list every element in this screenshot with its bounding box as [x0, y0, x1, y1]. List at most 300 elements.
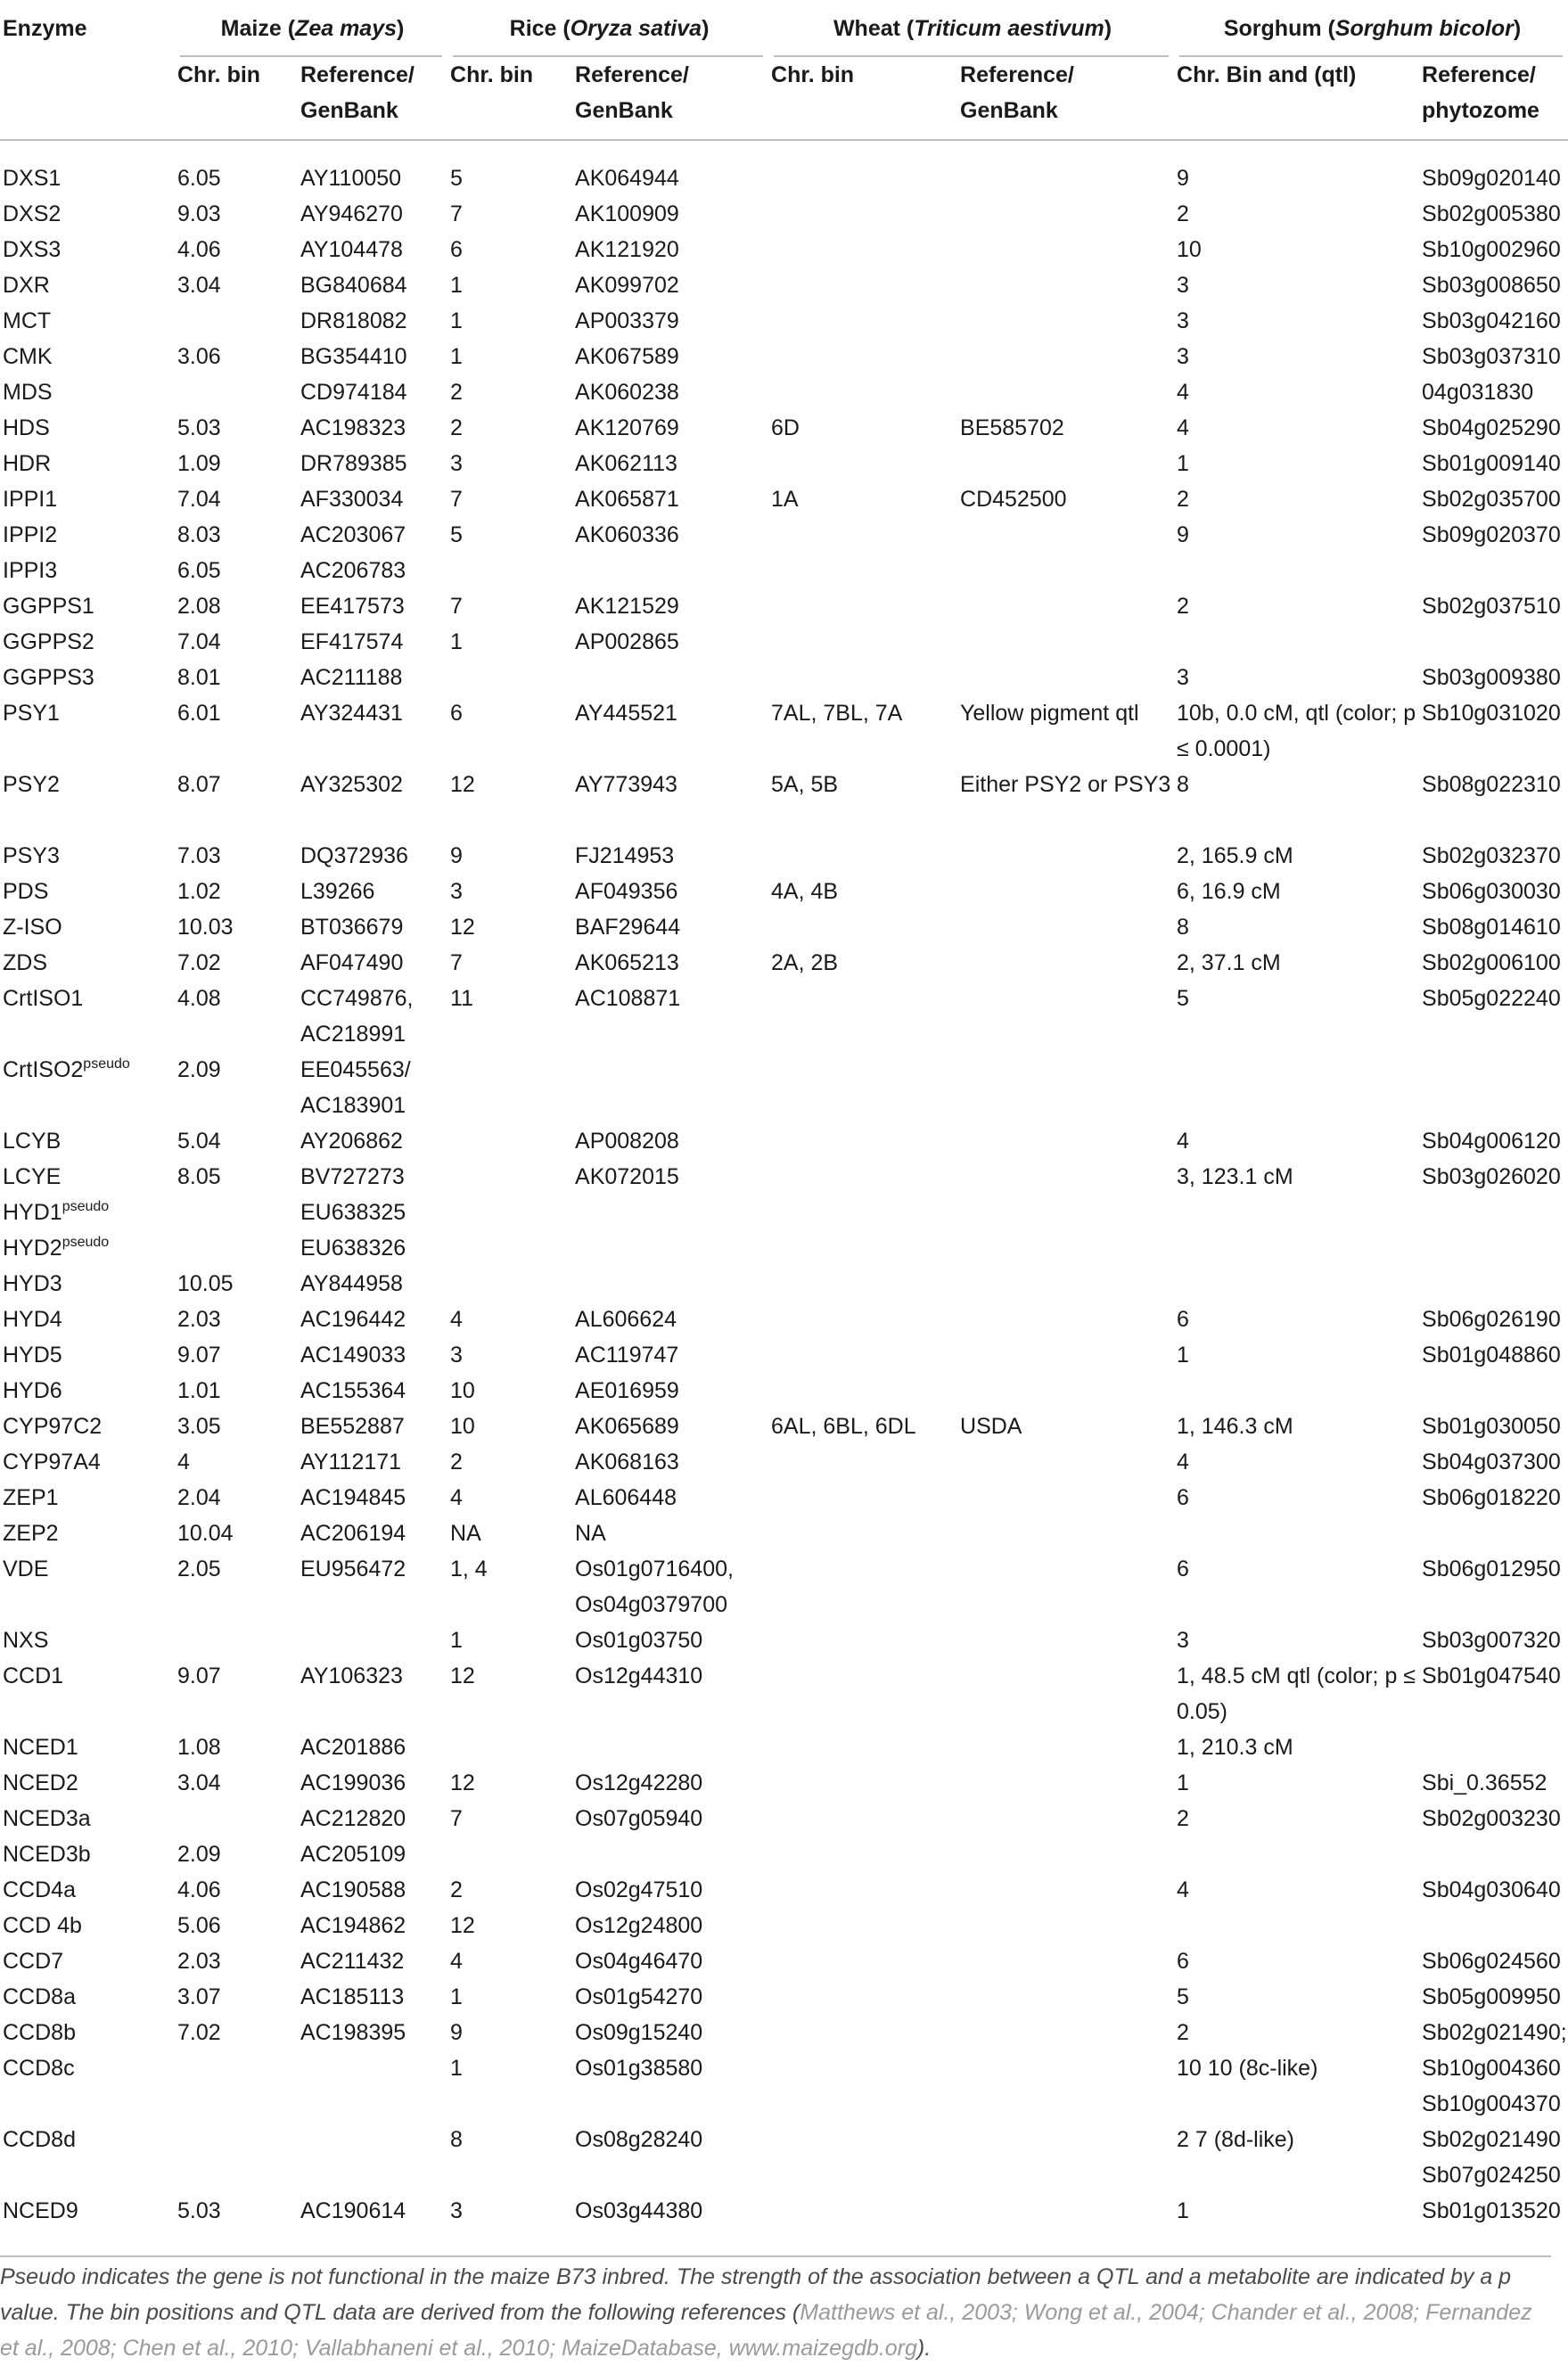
sorghum-ref-cell-text: Sb10g031020	[1422, 701, 1561, 726]
sorghum-chr-cell	[1174, 160, 1419, 196]
maize-chr-cell	[175, 553, 298, 588]
sorghum-ref-cell	[1419, 232, 1568, 267]
table-row	[0, 981, 1568, 1052]
rice-ref-cell-text: AY445521	[575, 701, 677, 726]
table-row	[0, 2122, 1568, 2193]
rice-ref-cell	[572, 267, 768, 303]
wheat-chr-cell	[768, 1373, 957, 1409]
rice-chr-cell-text: 3	[450, 879, 463, 904]
wheat-ref-cell	[957, 981, 1174, 1052]
table-row	[0, 1908, 1568, 1943]
maize-chr-cell	[175, 1337, 298, 1373]
rice-ref-cell-text: Os12g24800	[575, 1913, 703, 1938]
sorghum-chr-cell-text: 1	[1177, 1343, 1189, 1368]
rice-ref-cell-text: AP008208	[575, 1129, 679, 1154]
rice-ref-cell-text: AK068163	[575, 1450, 679, 1475]
wheat-ref-cell	[957, 1373, 1174, 1409]
table-row	[0, 1623, 1568, 1658]
sorghum-chr-header: Chr. Bin and (qtl)	[1177, 62, 1357, 87]
enzyme-cell-text: PSY3	[3, 843, 60, 868]
sorghum-ref-cell	[1419, 945, 1568, 981]
maize-chr-cell	[175, 660, 298, 695]
sorghum-ref-cell	[1419, 160, 1568, 196]
table-row	[0, 1123, 1568, 1159]
sorghum-ref-cell	[1419, 553, 1568, 588]
rice-ref-cell	[572, 1302, 768, 1337]
sorghum-chr-cell	[1174, 1444, 1419, 1480]
rice-chr-cell-text: 12	[450, 1913, 475, 1938]
wheat-chr-cell	[768, 1658, 957, 1729]
sorghum-chr-cell	[1174, 1516, 1419, 1551]
rice-chr-cell-text: 3	[450, 1343, 463, 1368]
rice-chr-cell	[447, 588, 572, 624]
enzyme-cell-text: IPPI2	[3, 522, 58, 547]
maize-chr-cell-text: 10.04	[177, 1521, 234, 1546]
wheat-ref-cell	[957, 1836, 1174, 1872]
rice-chr-cell	[447, 695, 572, 767]
sorghum-chr-cell	[1174, 1623, 1419, 1658]
rice-ref-cell	[572, 1052, 768, 1123]
rice-ref-cell-text: AK120769	[575, 415, 679, 440]
maize-ref-cell-text: EF417574	[300, 629, 404, 654]
enzyme-cell-text: DXS3	[3, 237, 62, 262]
sorghum-ref-cell-text: Sb03g026020	[1422, 1164, 1561, 1189]
sorghum-ref-cell	[1419, 838, 1568, 874]
maize-ref-cell-text: AC211432	[300, 1949, 405, 1974]
sorghum-chr-cell-text: 6	[1177, 1307, 1189, 1332]
wheat-ref-cell	[957, 1943, 1174, 1979]
enzyme-cell-text: VDE	[3, 1557, 49, 1581]
maize-ref-cell	[298, 1551, 447, 1623]
maize-ref-cell-text: CD974184	[300, 380, 407, 405]
wheat-chr-cell-text: 4A, 4B	[771, 879, 839, 904]
wheat-chr-cell	[768, 1444, 957, 1480]
rice-ref-cell	[572, 588, 768, 624]
enzyme-cell-text: PDS	[3, 879, 49, 904]
enzyme-cell	[0, 1123, 175, 1159]
sorghum-ref-cell-text: Sb03g042160	[1422, 308, 1561, 333]
table-row	[0, 339, 1568, 374]
rice-chr-cell	[447, 1230, 572, 1266]
rice-chr-cell-text: 3	[450, 2198, 463, 2223]
maize-ref-cell	[298, 1123, 447, 1159]
sorghum-ref-cell-text: Sb04g037300	[1422, 1450, 1561, 1475]
sorghum-chr-cell-text: 10b, 0.0 cM, qtl (color; p ≤ 0.0001)	[1177, 701, 1416, 761]
sorghum-ref-cell	[1419, 1409, 1568, 1444]
maize-chr-cell	[175, 1230, 298, 1266]
maize-ref-cell	[298, 2122, 447, 2193]
maize-ref-cell-text: AC206194	[300, 1521, 406, 1546]
enzyme-cell	[0, 1230, 175, 1266]
wheat-chr-cell	[768, 1337, 957, 1373]
rice-ref-cell-text: Os03g44380	[575, 2198, 703, 2223]
rice-chr-cell-text: 5	[450, 522, 463, 547]
sorghum-ref-cell	[1419, 1123, 1568, 1159]
rice-chr-cell-text: 7	[450, 1806, 463, 1831]
rice-chr-cell-text: 10	[450, 1378, 475, 1403]
maize-chr-cell-text: 5.04	[177, 1129, 221, 1154]
rice-chr-cell-text: 1	[450, 344, 463, 369]
maize-chr-cell	[175, 588, 298, 624]
table-row	[0, 517, 1568, 553]
enzyme-header: Enzyme	[3, 16, 87, 41]
maize-ref-cell-text: AY206862	[300, 1129, 403, 1154]
maize-ref-cell	[298, 624, 447, 660]
rice-chr-cell	[447, 1373, 572, 1409]
sorghum-ref-cell-text: Sb08g022310	[1422, 772, 1561, 797]
wheat-ref-cell	[957, 1409, 1174, 1444]
wheat-chr-cell	[768, 1872, 957, 1908]
rice-ref-cell	[572, 1480, 768, 1516]
sorghum-ref-cell-text: Sb09g020140	[1422, 166, 1561, 191]
rice-chr-cell	[447, 1195, 572, 1230]
sorghum-ref-cell-text: Sb04g030640	[1422, 1877, 1561, 1902]
maize-chr-cell-text: 1.01	[177, 1378, 221, 1403]
rice-ref-cell-text: Os01g54270	[575, 1984, 703, 2009]
table-row	[0, 1052, 1568, 1123]
rice-chr-cell-text: 1	[450, 2056, 463, 2081]
wheat-ref-cell	[957, 2122, 1174, 2193]
enzyme-cell-text: CCD 4b	[3, 1913, 82, 1938]
sorghum-chr-cell	[1174, 374, 1419, 410]
rice-chr-cell	[447, 981, 572, 1052]
sorghum-ref-cell-text: Sb02g003230	[1422, 1806, 1561, 1831]
rice-ref-cell	[572, 1908, 768, 1943]
maize-chr-cell	[175, 1729, 298, 1765]
rice-chr-cell-text: 7	[450, 594, 463, 619]
enzyme-cell-text: GGPPS3	[3, 665, 94, 690]
table-row	[0, 1801, 1568, 1836]
maize-chr-cell-text: 7.02	[177, 950, 221, 975]
sorghum-ref-cell	[1419, 1765, 1568, 1801]
maize-ref-cell	[298, 303, 447, 339]
sorghum-chr-cell-text: 6	[1177, 1557, 1189, 1581]
wheat-ref-cell	[957, 1908, 1174, 1943]
wheat-ref-cell	[957, 1658, 1174, 1729]
rice-chr-cell	[447, 1516, 572, 1551]
enzyme-cell	[0, 1409, 175, 1444]
rice-ref-cell	[572, 981, 768, 1052]
table-row	[0, 303, 1568, 339]
sorghum-chr-cell	[1174, 1551, 1419, 1623]
maize-chr-cell	[175, 1872, 298, 1908]
table-row	[0, 767, 1568, 838]
rice-chr-cell-text: 2	[450, 380, 463, 405]
maize-chr-cell-text: 1.08	[177, 1735, 221, 1760]
enzyme-cell	[0, 481, 175, 517]
maize-chr-cell-text: 10.03	[177, 915, 234, 940]
wheat-chr-cell	[768, 1623, 957, 1658]
enzyme-cell-text: Z-ISO	[3, 915, 62, 940]
maize-ref-cell-text: AY104478	[300, 237, 403, 262]
maize-ref-cell	[298, 1337, 447, 1373]
sorghum-ref-cell	[1419, 1337, 1568, 1373]
maize-ref-cell	[298, 232, 447, 267]
table-row	[0, 1302, 1568, 1337]
sorghum-ref-cell-text: Sb03g007320	[1422, 1628, 1561, 1653]
sorghum-chr-cell	[1174, 1801, 1419, 1836]
enzyme-cell-text: CYP97C2	[3, 1414, 103, 1439]
rice-chr-cell-text: 7	[450, 950, 463, 975]
rice-ref-cell	[572, 2050, 768, 2122]
maize-chr-cell-text: 9.07	[177, 1343, 221, 1368]
rice-chr-cell-text: 9	[450, 843, 463, 868]
table-row	[0, 232, 1568, 267]
enzyme-cell	[0, 909, 175, 945]
maize-ref-cell	[298, 1159, 447, 1195]
sorghum-chr-cell-text: 1	[1177, 1770, 1189, 1795]
sorghum-ref-cell	[1419, 1551, 1568, 1623]
enzyme-cell-text: CCD1	[3, 1664, 64, 1688]
wheat-chr-cell	[768, 624, 957, 660]
maize-chr-cell	[175, 2050, 298, 2122]
maize-ref-cell	[298, 1872, 447, 1908]
rice-ref-cell	[572, 2015, 768, 2050]
rice-ref-cell-text: NA	[575, 1521, 606, 1546]
maize-chr-cell	[175, 1516, 298, 1551]
maize-chr-cell-text: 9.03	[177, 201, 221, 226]
rice-chr-cell	[447, 1801, 572, 1836]
rice-ref-cell	[572, 303, 768, 339]
sorghum-chr-cell-text: 2, 165.9 cM	[1177, 843, 1293, 868]
sorghum-ref-cell-text: Sb03g037310	[1422, 344, 1561, 369]
maize-chr-cell-text: 8.03	[177, 522, 221, 547]
enzyme-cell	[0, 1979, 175, 2015]
sorghum-chr-cell	[1174, 660, 1419, 695]
wheat-chr-cell	[768, 1123, 957, 1159]
rice-chr-cell	[447, 1551, 572, 1623]
maize-ref-cell-text: BG840684	[300, 273, 407, 298]
rice-chr-cell-text: 1	[450, 1984, 463, 2009]
maize-ref-cell-text: AC149033	[300, 1343, 406, 1368]
enzyme-cell	[0, 267, 175, 303]
wheat-ref-cell	[957, 1872, 1174, 1908]
wheat-ref-cell	[957, 767, 1174, 838]
sorghum-ref-cell	[1419, 1516, 1568, 1551]
wheat-chr-cell	[768, 1551, 957, 1623]
sorghum-ref-cell	[1419, 1444, 1568, 1480]
maize-ref-cell	[298, 481, 447, 517]
enzyme-cell	[0, 1516, 175, 1551]
table-row	[0, 1266, 1568, 1302]
table-row	[0, 1551, 1568, 1623]
sorghum-chr-cell	[1174, 767, 1419, 838]
rice-ref-cell-text: AK072015	[575, 1164, 679, 1189]
maize-chr-cell	[175, 374, 298, 410]
rice-ref-cell	[572, 1872, 768, 1908]
sorghum-ref-cell-text: Sb06g030030	[1422, 879, 1561, 904]
maize-chr-cell	[175, 1444, 298, 1480]
maize-ref-cell	[298, 1801, 447, 1836]
sorghum-ref-cell	[1419, 339, 1568, 374]
rice-chr-cell	[447, 1765, 572, 1801]
enzyme-cell-text: ZEP2	[3, 1521, 59, 1546]
rice-ref-cell	[572, 374, 768, 410]
enzyme-cell	[0, 945, 175, 981]
sorghum-ref-cell	[1419, 374, 1568, 410]
sorghum-ref-cell-text: Sb10g004360 Sb10g004370	[1422, 2056, 1561, 2116]
maize-ref-cell-text: AC198395	[300, 2020, 406, 2045]
enzyme-cell	[0, 1266, 175, 1302]
enzyme-cell-text: NXS	[3, 1628, 49, 1653]
enzyme-cell-text: GGPPS1	[3, 594, 94, 619]
rice-ref-cell-text: AF049356	[575, 879, 678, 904]
rice-chr-cell-text: 10	[450, 1414, 475, 1439]
maize-chr-cell-text: 5.03	[177, 415, 221, 440]
rice-chr-cell	[447, 2050, 572, 2122]
sorghum-ref-cell-text: Sb02g005380	[1422, 201, 1561, 226]
sorghum-ref-header: Reference/ phytozome	[1422, 62, 1539, 123]
maize-ref-cell	[298, 1302, 447, 1337]
rice-chr-cell	[447, 1266, 572, 1302]
rice-chr-cell	[447, 1872, 572, 1908]
enzyme-cell	[0, 660, 175, 695]
maize-ref-cell-text: AY110050	[300, 166, 402, 191]
rice-ref-cell	[572, 1551, 768, 1623]
sorghum-chr-cell	[1174, 410, 1419, 446]
maize-chr-cell-text: 2.03	[177, 1307, 221, 1332]
sorghum-chr-cell	[1174, 1159, 1419, 1195]
maize-chr-cell	[175, 1979, 298, 2015]
enzyme-cell	[0, 1302, 175, 1337]
maize-ref-cell	[298, 160, 447, 196]
sorghum-chr-cell-text: 9	[1177, 166, 1189, 191]
table-row	[0, 1444, 1568, 1480]
maize-ref-cell	[298, 1230, 447, 1266]
enzyme-cell	[0, 1765, 175, 1801]
rice-ref-header: Reference/ GenBank	[575, 62, 689, 123]
maize-ref-cell	[298, 1373, 447, 1409]
sorghum-chr-cell-text: 2	[1177, 201, 1189, 226]
sorghum-chr-cell	[1174, 624, 1419, 660]
sorghum-ref-cell-text: 04g031830	[1422, 380, 1534, 405]
table-row	[0, 1765, 1568, 1801]
enzyme-cell-text: HYD3	[3, 1271, 62, 1296]
sub-header-blank	[0, 57, 175, 140]
wheat-ref-cell-text: USDA	[960, 1414, 1022, 1439]
wheat-chr-cell	[768, 1409, 957, 1444]
rice-chr-cell-text: 9	[450, 2020, 463, 2045]
rice-chr-cell	[447, 196, 572, 232]
wheat-ref-cell-text: Either PSY2 or PSY3	[960, 772, 1171, 797]
wheat-ref-cell	[957, 2050, 1174, 2122]
enzyme-cell	[0, 1872, 175, 1908]
maize-ref-cell	[298, 874, 447, 909]
rice-ref-cell	[572, 1195, 768, 1230]
maize-ref-cell-text: AC199036	[300, 1770, 406, 1795]
maize-chr-cell	[175, 1159, 298, 1195]
maize-chr-cell-text: 7.04	[177, 629, 221, 654]
maize-ref-cell	[298, 1623, 447, 1658]
rice-chr-cell-text: 4	[450, 1485, 463, 1510]
rice-chr-cell-text: 4	[450, 1949, 463, 1974]
rice-chr-cell	[447, 303, 572, 339]
enzyme-cell-text: HDS	[3, 415, 50, 440]
sorghum-ref-cell	[1419, 588, 1568, 624]
table-body	[0, 140, 1568, 2229]
maize-ref-cell-text: DR818082	[300, 308, 407, 333]
sorghum-ref-cell-text: Sb05g009950	[1422, 1984, 1561, 2009]
sorghum-chr-cell	[1174, 1729, 1419, 1765]
enzyme-cell-text: CMK	[3, 344, 53, 369]
maize-chr-cell	[175, 909, 298, 945]
maize-chr-cell	[175, 232, 298, 267]
rice-ref-cell	[572, 1409, 768, 1444]
maize-ref-cell-text: EU638325	[300, 1200, 406, 1225]
wheat-ref-cell	[957, 1444, 1174, 1480]
enzyme-cell-text: ZDS	[3, 950, 47, 975]
rice-chr-cell	[447, 909, 572, 945]
wheat-ref-cell	[957, 1765, 1174, 1801]
enzyme-cell-text: HYD5	[3, 1343, 62, 1368]
rice-ref-cell-text: Os02g47510	[575, 1877, 703, 1902]
maize-chr-cell-text: 3.05	[177, 1414, 221, 1439]
enzyme-cell	[0, 446, 175, 481]
maize-ref-cell-text: AC198323	[300, 415, 406, 440]
maize-chr-cell	[175, 1266, 298, 1302]
maize-ref-cell-text: AC190588	[300, 1877, 406, 1902]
sorghum-ref-cell	[1419, 1052, 1568, 1123]
maize-ref-cell-text: AC196442	[300, 1307, 406, 1332]
rice-ref-cell	[572, 1943, 768, 1979]
rice-chr-cell	[447, 838, 572, 874]
enzyme-cell	[0, 374, 175, 410]
wheat-ref-header: Reference/ GenBank	[960, 62, 1074, 123]
maize-chr-cell-text: 8.05	[177, 1164, 221, 1189]
rice-chr-cell-text: 1, 4	[450, 1557, 488, 1581]
sorghum-ref-cell-text: Sb05g022240	[1422, 986, 1561, 1011]
rice-ref-cell	[572, 410, 768, 446]
sorghum-chr-cell	[1174, 339, 1419, 374]
sorghum-chr-cell	[1174, 838, 1419, 874]
wheat-chr-cell	[768, 874, 957, 909]
table-row	[0, 1373, 1568, 1409]
sorghum-chr-cell	[1174, 553, 1419, 588]
maize-ref-cell-text: EE045563/ AC183901	[300, 1057, 411, 1118]
rice-ref-cell	[572, 1765, 768, 1801]
enzyme-cell-text: CCD8c	[3, 2056, 75, 2081]
rice-chr-cell	[447, 1302, 572, 1337]
maize-ref-cell	[298, 909, 447, 945]
sorghum-chr-cell-text: 1	[1177, 451, 1189, 476]
rice-ref-cell	[572, 232, 768, 267]
wheat-chr-cell	[768, 945, 957, 981]
enzyme-cell-text: GGPPS2	[3, 629, 94, 654]
rice-ref-cell-text: Os01g0716400, Os04g0379700	[575, 1557, 734, 1617]
sorghum-chr-cell-text: 3	[1177, 273, 1189, 298]
wheat-ref-cell	[957, 267, 1174, 303]
enzyme-cell	[0, 2015, 175, 2050]
sorghum-chr-cell	[1174, 1230, 1419, 1266]
wheat-chr-cell	[768, 232, 957, 267]
wheat-ref-cell	[957, 303, 1174, 339]
pseudo-superscript: pseudo	[83, 1056, 130, 1072]
maize-chr-cell	[175, 624, 298, 660]
sorghum-chr-cell-text: 4	[1177, 1450, 1189, 1475]
rice-ref-cell	[572, 695, 768, 767]
maize-ref-cell	[298, 446, 447, 481]
sorghum-ref-cell	[1419, 1801, 1568, 1836]
maize-chr-cell-text: 2.03	[177, 1949, 221, 1974]
rice-ref-cell	[572, 1516, 768, 1551]
rice-chr-cell	[447, 1729, 572, 1765]
rice-chr-cell-text: 2	[450, 1877, 463, 1902]
sorghum-ref-cell	[1419, 1729, 1568, 1765]
rice-chr-cell-text: 8	[450, 2127, 463, 2152]
table-row	[0, 695, 1568, 767]
sorghum-chr-cell	[1174, 2122, 1419, 2193]
table-row	[0, 1658, 1568, 1729]
